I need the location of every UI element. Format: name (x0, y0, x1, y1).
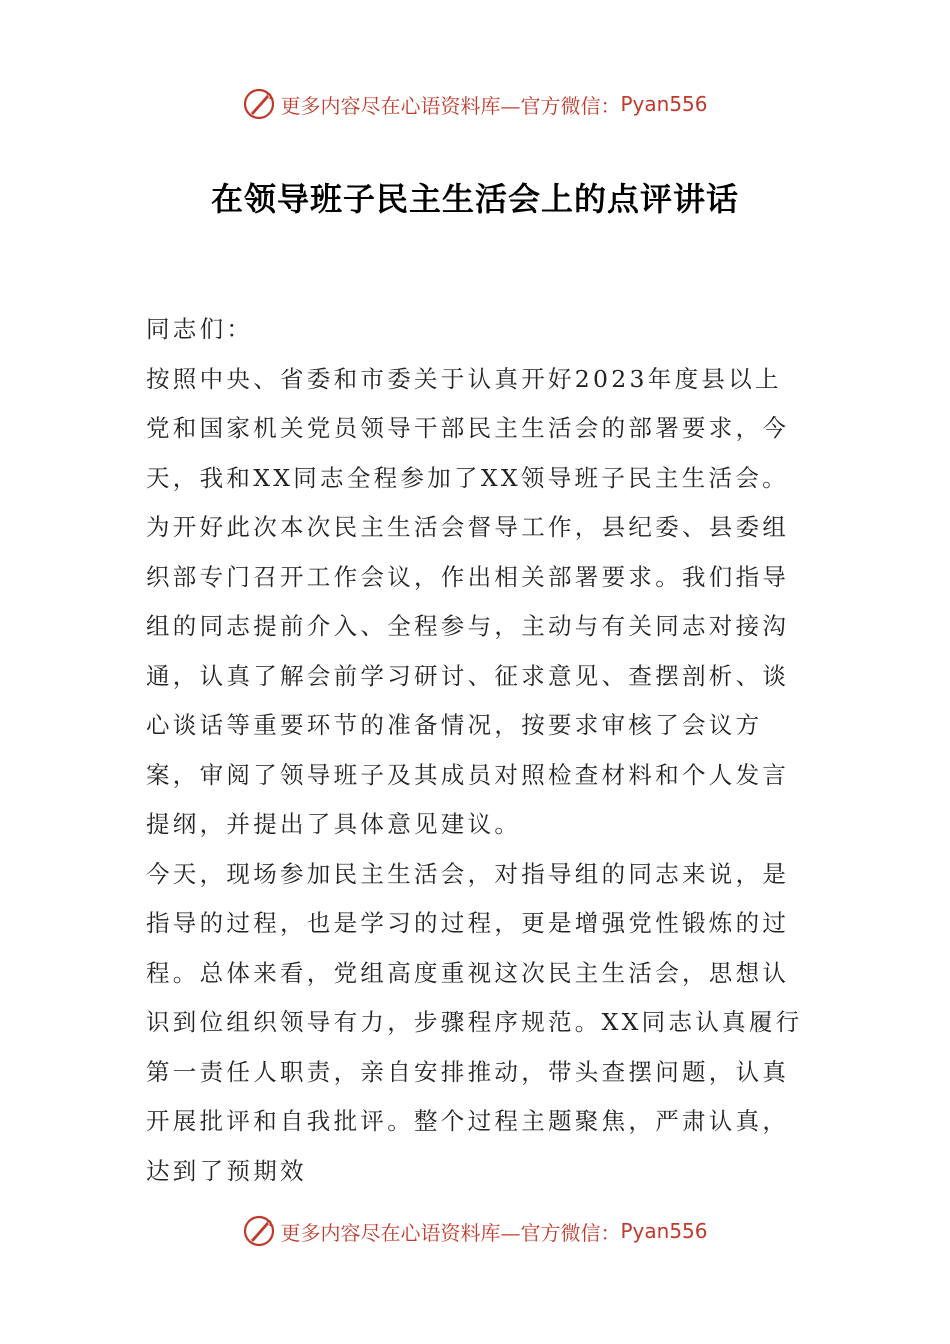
watermark-text: 更多内容尽在心语资料库—官方微信： (280, 93, 621, 118)
salutation: 同志们： (146, 315, 254, 343)
quill-logo-icon (242, 1214, 276, 1248)
paragraph: 今天，现场参加民主生活会，对指导组的同志来说，是指导的过程，也是学习的过程，更是增强党性锻炼的过程。总体来看，党组高度重视这次民主生活会，思想认识到位组织领导有力，步骤程序规范。XX同志认真履行第一责任人职责，亲自安排推动，带头查摆问题，认真开展批评和自我批评。整个过程主题聚焦，严肃认真，达到了预期效 (146, 859, 803, 1185)
watermark-banner-bottom (0, 1211, 950, 1251)
watermark-handle: Pyan556 (620, 92, 708, 116)
quill-logo-icon (242, 87, 276, 121)
watermark-handle: Pyan556 (620, 1219, 708, 1243)
watermark-banner-top (0, 84, 950, 124)
watermark-text: 更多内容尽在心语资料库—官方微信： (280, 1220, 621, 1245)
paragraph: 按照中央、省委和市委关于认真开好2023年度县以上党和国家机关党员领导干部民主生活会的部署要求，今天，我和XX同志全程参加了XX领导班子民主生活会。 (146, 364, 790, 492)
document-title: 在领导班子民主生活会上的点评讲话 (210, 180, 739, 218)
document-body (146, 305, 808, 1196)
paragraph: 为开好此次本次民主生活会督导工作，县纪委、县委组织部专门召开工作会议，作出相关部署要求。我们指导组的同志提前介入、全程参与，主动与有关同志对接沟通，认真了解会前学习研讨、征求意见、查摆剖析、谈心谈话等重要环节的准备情况，按要求审核了会议方案，审阅了领导班子及其成员对照检查材料和个人发言提纲，并提出了具体意见建议。 (146, 513, 790, 838)
